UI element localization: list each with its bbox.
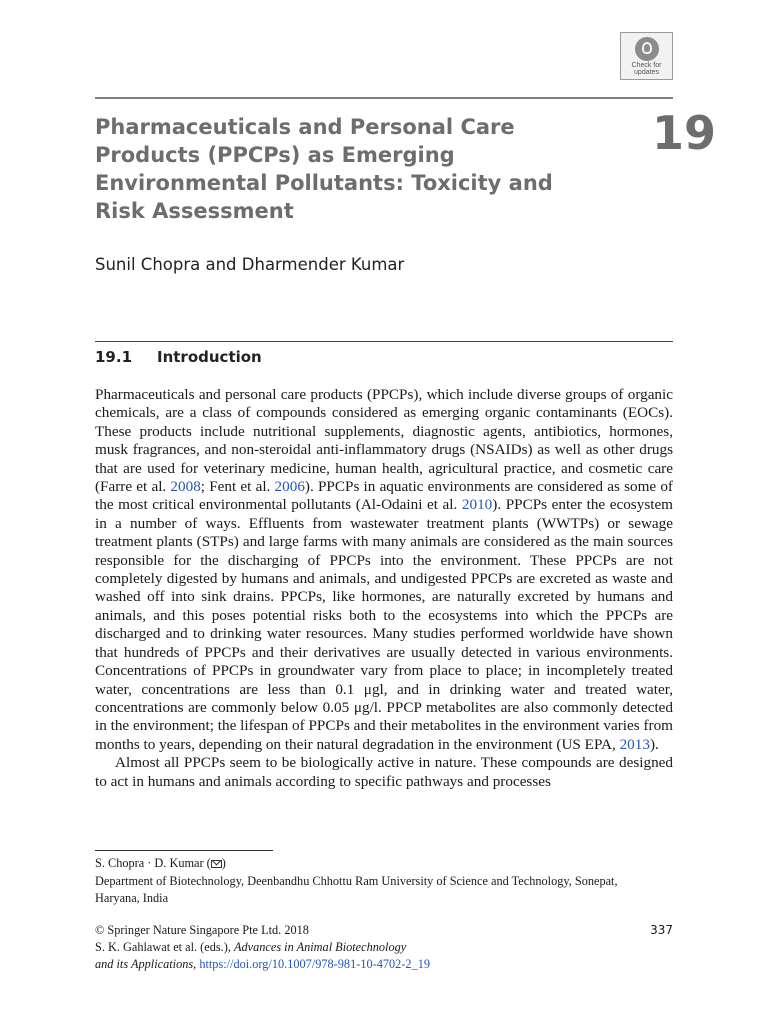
citation-link[interactable]: 2010	[461, 496, 493, 514]
text-run: ; Fent et al.	[200, 478, 275, 496]
book-citation-line	[95, 939, 673, 956]
authors: Sunil Chopra and Dharmender Kumar	[95, 255, 405, 274]
book-title: Advances in Animal Biotechnology	[233, 940, 407, 955]
footnote-authors-end: )	[221, 856, 226, 870]
section-heading	[95, 348, 262, 366]
text-run: Pharmaceuticals and personal care products (PPCPs), which include diverse groups of organic chemicals, are a class of compounds considered as emerging organic contaminants (EOCs). These products include nutritional supplements, diagnostic agents, antibiotics, hormones, musk fragrances, and non-steroidal anti-inflammatory drugs (NSAIDs) as well as other drugs that are used for veterinary medicine, human health, agricultural practice, and cosmetic care (Farre et al.	[95, 386, 673, 496]
check-for-updates-label: Check for updates	[631, 62, 662, 76]
body-text	[95, 386, 673, 791]
citation-link[interactable]: 2008	[170, 478, 201, 496]
chapter-number: 19	[651, 106, 716, 160]
text-run: ). PPCPs enter the ecosystem in a number of ways. Effluents from wastewater treatment plants (WWTPs) or sewage treatment plants (STPs) and large farms with many animals are considered as the main sources responsible for the discharging of PPCPs into the environment. These PPCPs are not completely digested by humans and animals, and undigested PPCPs are excreted as waste and washed off into sink drains. PPCPs, like hormones, are naturally excreted by humans and animals, and this poses potential risks both to the ecosystems into which the PPCPs are discharged and to drinking water resources. Many studies performed worldwide have shown that hundreds of PPCPs and their derivatives are usually detected in various environments. Concentrations of PPCPs in groundwater vary from place to place; in incompletely treated water, concentrations are less than 0.1 μgl, and in drinking water and treated water, concentrations are commonly below 0.05 μg/l. PPCP metabolites are also commonly detected in the environment; the lifespan of PPCPs and their metabolites in the environment varies from months to years, depending on their natural degradation in the environment (US EPA,	[95, 496, 673, 753]
citation-link[interactable]: 2006	[274, 478, 305, 496]
copyright-block	[95, 922, 673, 974]
section-number: 19.1	[95, 348, 133, 366]
footnote-affiliation: Department of Biotechnology, Deenbandhu Chhottu Ram University of Science and Technology, Sonepat, Haryana, India	[95, 873, 618, 905]
check-for-updates-badge[interactable]	[620, 32, 673, 80]
book-citation-line-2	[95, 956, 673, 973]
footnote-authors-text: S. Chopra · D. Kumar (	[95, 856, 211, 870]
separator: ,	[193, 957, 200, 972]
text-run: ).	[649, 735, 659, 753]
page-number: 337	[650, 923, 673, 937]
text-run: ). PPCPs in aquatic environments are considered as some of the most critical environmental pollutants (Al-Odaini et al.	[95, 478, 673, 514]
doi-link[interactable]: https://doi.org/10.1007/978-981-10-4702-2_19	[199, 957, 430, 972]
section-title: Introduction	[157, 348, 262, 366]
editors-text: S. K. Gahlawat et al. (eds.),	[95, 940, 234, 955]
chapter-title: Pharmaceuticals and Personal Care Products (PPCPs) as Emerging Environmental Pollutants: Toxicity and Risk Assessment	[95, 115, 553, 223]
citation-link[interactable]: 2013	[619, 735, 650, 753]
header-rule	[95, 97, 673, 99]
footnote-authors	[95, 855, 655, 873]
check-for-updates-icon	[635, 37, 659, 61]
paragraph-1	[95, 386, 673, 754]
footnote-rule	[95, 850, 273, 851]
copyright-line: © Springer Nature Singapore Pte Ltd. 2018	[95, 923, 309, 937]
section-rule	[95, 341, 673, 342]
book-title-continued: and its Applications	[95, 957, 194, 972]
paragraph-2: Almost all PPCPs seem to be biologically active in nature. These compounds are designed to act in humans and animals according to specific pathways and processes	[95, 754, 673, 790]
email-icon[interactable]	[211, 860, 222, 868]
footnote	[95, 855, 655, 908]
